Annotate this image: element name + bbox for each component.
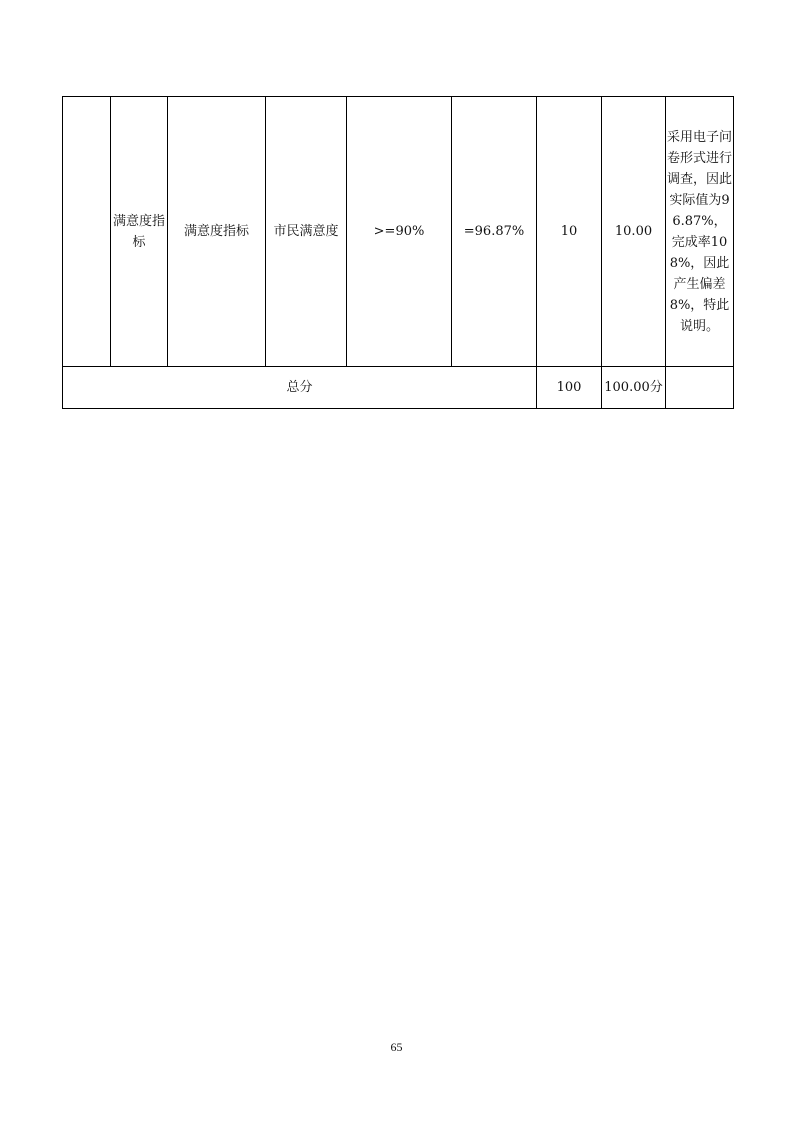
total-weight: 100 — [537, 367, 602, 409]
total-label: 总分 — [63, 367, 537, 409]
total-score: 100.00分 — [602, 367, 666, 409]
total-remark — [666, 367, 734, 409]
actual-cell: =96.87% — [452, 97, 537, 367]
table-row — [63, 97, 734, 367]
score-cell: 10.00 — [602, 97, 666, 367]
target-cell: >=90% — [347, 97, 452, 367]
total-row — [63, 367, 734, 409]
performance-table — [62, 96, 734, 409]
remark-cell: 采用电子问卷形式进行调查，因此实际值为96.87%，完成率108%，因此产生偏差8%，特此说明。 — [666, 97, 734, 367]
indicator-cell: 市民满意度 — [266, 97, 347, 367]
page-number: 65 — [390, 1040, 403, 1054]
level2-cell: 满意度指标 — [111, 97, 168, 367]
level3-cell: 满意度指标 — [168, 97, 266, 367]
level1-cell — [63, 97, 111, 367]
weight-cell: 10 — [537, 97, 602, 367]
